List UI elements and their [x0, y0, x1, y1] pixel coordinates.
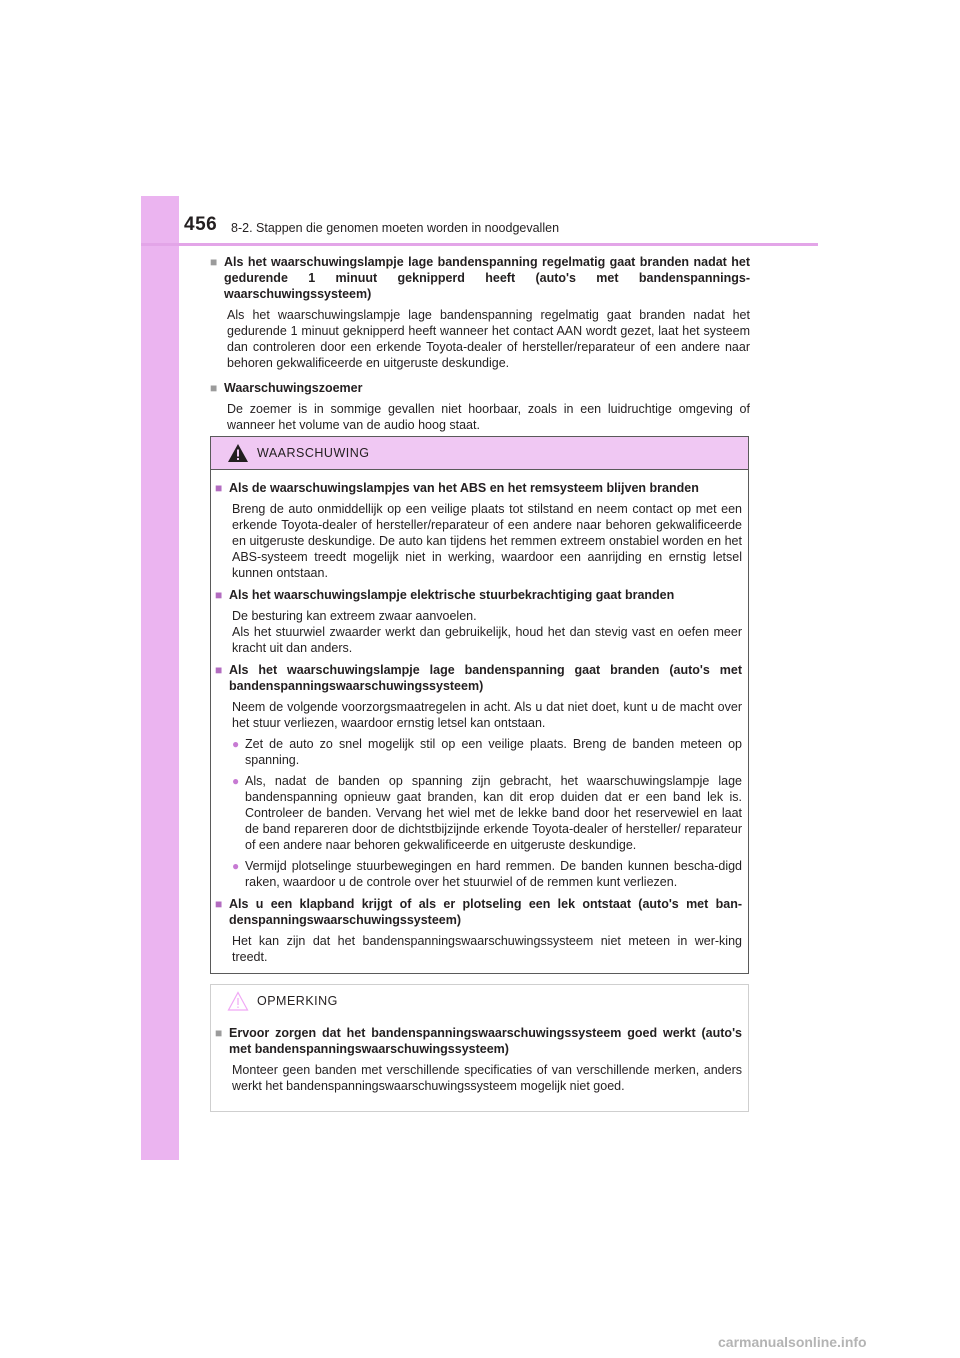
site-watermark: carmanualsonline.info [718, 1334, 867, 1350]
warning-item-eps [215, 587, 742, 656]
warning-text: Breng de auto onmiddellijk op een veilige plaats tot stilstand en neem contact op met een erkende Toyota-dealer of hersteller/reparateur of een andere naar behoren gekwalificeerde en uitgeruste deskundige. De auto kan tijdens het remmen extreem onstabiel worden en het ABS-systeem treedt mogelijk niet in werking, waardoor een aanrijding en ernstig letsel kunnen ontstaan. [232, 502, 742, 580]
warning-heading [215, 896, 742, 928]
warning-text [232, 608, 742, 656]
warning-item-blowout [215, 896, 742, 965]
section-body: De zoemer is in sommige gevallen niet hoorbaar, zoals in een luidruchtige omgeving of wanneer het volume van de audio hoog staat. [227, 402, 750, 432]
note-heading-text: Ervoor zorgen dat het bandenspanningswaarschuwingssysteem goed werkt (auto's met bandenspanningswaarschuwingssysteem) [229, 1026, 742, 1056]
warning-heading [215, 480, 742, 496]
note-item-tpms [215, 1025, 742, 1094]
list-item-text: Zet de auto zo snel mogelijk stil op een veilige plaats. Breng de banden meteen op spanning. [245, 737, 742, 767]
section-tpms-light-regular [210, 254, 750, 371]
note-box [210, 984, 749, 1112]
warning-box [210, 436, 749, 974]
warning-text: Neem de volgende voorzorgsmaatregelen in acht. Als u dat niet doet, kunt u de macht over het stuur verliezen, waardoor ernstig letsel kan ontstaan. [232, 700, 742, 730]
circle-bullet-icon: ● [232, 774, 240, 788]
list-item [232, 773, 742, 853]
page-number: 456 [184, 214, 218, 235]
list-item-text: Vermijd plotselinge stuurbewegingen en hard remmen. De banden kunnen bescha-digd raken, waardoor u de controle over het stuurwiel of de remmen kunt verliezen. [245, 859, 742, 889]
square-bullet-icon: ■ [215, 588, 223, 602]
side-tab-band [141, 196, 179, 1160]
warning-heading-text: Als het waarschuwingslampje elektrische stuurbekrachtiging gaat branden [229, 588, 675, 602]
section-heading [210, 254, 750, 302]
warning-body [211, 470, 748, 965]
section-heading-text: Waarschuwingszoemer [224, 381, 363, 395]
note-title-bar [211, 985, 748, 1017]
warning-heading [215, 587, 742, 603]
section-body: Als het waarschuwingslampje lage bandenspanning regelmatig gaat branden nadat het gedurende 1 minuut geknipperd heeft wanneer het contact AAN wordt gezet, laat het systeem dan controleren door een erkende Toyota-dealer of hersteller/reparateur of een andere naar behoren gekwalificeerde en uitgeruste deskundige. [227, 308, 750, 370]
circle-bullet-icon: ● [232, 737, 240, 751]
warning-heading-text: Als het waarschuwingslampje lage bandenspanning gaat branden (auto's met bandenspanningswaarschuwingssysteem) [229, 663, 742, 693]
square-bullet-icon: ■ [215, 1026, 223, 1040]
list-item [232, 858, 742, 890]
warning-item-abs [215, 480, 742, 581]
list-item-text: Als, nadat de banden op spanning zijn gebracht, het waarschuwingslampje lage bandenspanning opnieuw gaat branden, kan dit erop duiden dat er een band lek is. Controleer de banden. Vervang het wiel met de lekke band door het reservewiel en laat de band repareren door de dichtstbijzijnde erkende Toyota-dealer of hersteller/ reparateur of een andere naar behoren gekwalificeerde en uitgeruste deskundige. [245, 774, 742, 852]
warning-heading-text: Als u een klapband krijgt of als er plotseling een lek ontstaat (auto's met ban-denspanningswaarschuwingssysteem) [229, 897, 742, 927]
warning-heading [215, 662, 742, 694]
header-rule [141, 243, 818, 246]
section-warning-buzzer [210, 380, 750, 433]
note-body [211, 1017, 748, 1094]
main-content [210, 254, 750, 442]
warning-title: WAARSCHUWING [257, 446, 370, 460]
warning-heading-text: Als de waarschuwingslampjes van het ABS en het remsysteem blijven branden [229, 481, 699, 495]
warning-text-line: De besturing kan extreem zwaar aanvoelen. [232, 609, 477, 623]
square-bullet-icon: ■ [215, 663, 223, 677]
chapter-title: 8-2. Stappen die genomen moeten worden in noodgevallen [231, 221, 560, 235]
square-bullet-icon: ■ [210, 381, 218, 395]
warning-text-line: Als het stuurwiel zwaarder werkt dan gebruikelijk, houd het dan stevig vast en oefen meer kracht uit dan anders. [232, 625, 742, 655]
note-title: OPMERKING [257, 994, 338, 1008]
note-heading [215, 1025, 742, 1057]
section-heading-text: Als het waarschuwingslampje lage bandenspanning regelmatig gaat branden nadat het gedurende 1 minuut geknipperd heeft (auto's met bandenspannings-waarschuwingssysteem) [224, 255, 750, 301]
section-heading [210, 380, 750, 396]
square-bullet-icon: ■ [210, 255, 218, 269]
warning-title-bar [211, 437, 748, 470]
square-bullet-icon: ■ [215, 481, 223, 495]
warning-text: Het kan zijn dat het bandenspanningswaarschuwingssysteem niet meteen in wer-king treedt. [232, 934, 742, 964]
square-bullet-icon: ■ [215, 897, 223, 911]
caution-outline-triangle-icon [227, 991, 249, 1011]
note-text: Monteer geen banden met verschillende specificaties of van verschillende merken, anders werkt het bandenspanningswaarschuwingssysteem mogelijk niet goed. [232, 1063, 742, 1093]
warning-triangle-icon [227, 443, 249, 463]
circle-bullet-icon: ● [232, 859, 240, 873]
list-item [232, 736, 742, 768]
warning-item-tpms [215, 662, 742, 890]
